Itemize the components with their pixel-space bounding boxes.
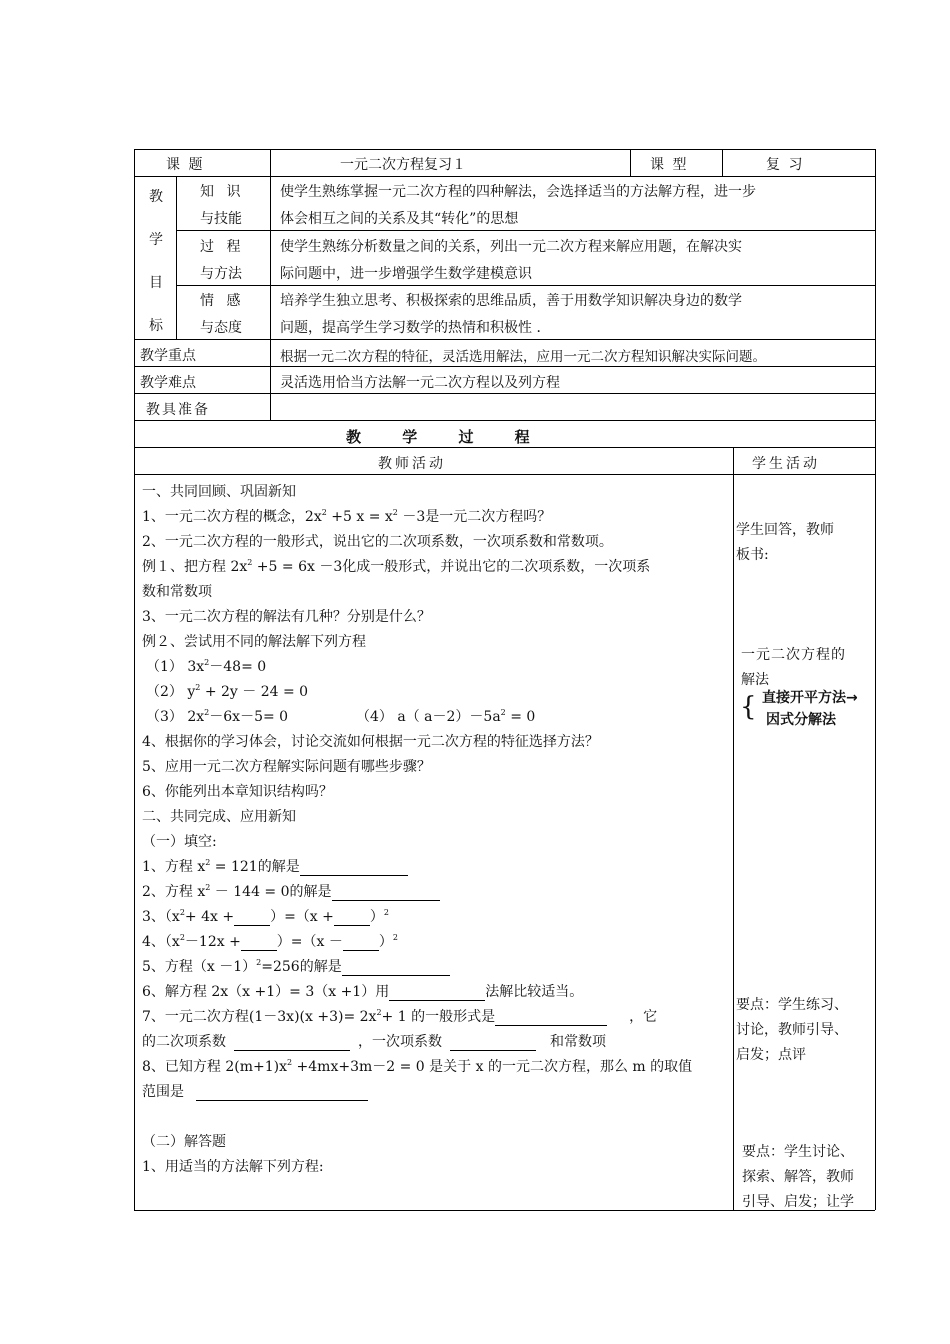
grid-line (134, 420, 875, 421)
grid-line (134, 149, 135, 1210)
example-line: 例１、把方程 $2x^2 +5 = 6x -3$化成一般形式，并说出它的二次项系数，一次项系 (142, 558, 651, 575)
example-line: 数和常数项 (142, 584, 212, 600)
objective-text: 使学生熟练分析数量之间的关系，列出一元二次方程来解应用题，在解决实 (280, 239, 742, 255)
grid-line (270, 149, 271, 420)
section-heading: 二、共同完成、应用新知 (142, 809, 296, 825)
left-brace: { (740, 692, 757, 722)
student-note: 学生回答，教师 (736, 522, 834, 538)
equation-line: （3） $2x^2-6x-5= 0$ (146, 708, 289, 725)
student-note: 讨论，教师引导、 (736, 1022, 848, 1038)
equation-line: （4） a（ $a-2)-5a^2 = 0$ (356, 708, 536, 725)
grid-line (134, 474, 875, 475)
answer-blank[interactable] (495, 1011, 607, 1026)
objectives-side-label: 目 (149, 275, 163, 291)
fill-blank-line: 3、$(x^2+ 4x + )=(x + )^2$ (142, 908, 389, 925)
fill-blank-line: 6、解方程 2x（x +1）= 3（x +1）用 法解比较适当。 (142, 984, 584, 1000)
key-point-label: 教学重点 (140, 348, 196, 364)
grid-line (176, 176, 177, 339)
grid-line (134, 176, 875, 177)
answer-blank[interactable] (332, 886, 440, 901)
objectives-side-label: 标 (149, 318, 163, 334)
fill-blank-line: 4、$(x^2-12x + )=(x - )^2$ (142, 933, 398, 950)
answer-blank[interactable] (234, 911, 270, 926)
section-heading: 一、共同回顾、巩固新知 (142, 484, 296, 500)
subsection-heading: （一）填空: (142, 834, 217, 850)
question-line: 1、用适当的方法解下列方程: (142, 1159, 324, 1175)
fill-blank-line: 的二次项系数 ，一次项系数 和常数项 (142, 1034, 606, 1050)
grid-line (630, 149, 631, 176)
key-point-value: 根据一元二次方程的特征，灵活选用解法，应用一元二次方程知识解决实际问题。 (280, 349, 766, 365)
student-note: 解法 (741, 672, 769, 688)
fill-blank-line: 1、方程 $x^2 = 121$的解是 (142, 856, 408, 876)
answer-blank[interactable] (196, 1086, 368, 1101)
difficulty-value: 灵活选用恰当方法解一元二次方程以及列方程 (280, 375, 560, 391)
student-note: 要点：学生练习、 (736, 997, 848, 1013)
prep-label: 教具准备 (146, 402, 210, 418)
answer-blank[interactable] (389, 986, 485, 1001)
objective-text: 际问题中，进一步增强学生数学建模意识 (280, 266, 532, 282)
subsection-heading: （二）解答题 (142, 1134, 226, 1150)
objective-label: 知 识 (200, 184, 245, 200)
answer-blank[interactable] (342, 961, 450, 976)
answer-blank[interactable] (241, 936, 277, 951)
grid-line (134, 339, 875, 340)
student-note: 要点：学生讨论、 (742, 1144, 854, 1160)
objective-text: 问题，提高学生学习数学的热情和积极性 ． (280, 320, 551, 336)
question-line: 5、应用一元二次方程解实际问题有哪些步骤？ (142, 759, 431, 775)
grid-line (722, 149, 723, 176)
equation-line: （1） $3x^2-48= 0$ (146, 658, 267, 675)
grid-line (176, 285, 875, 286)
student-note: 启发；点评 (736, 1047, 806, 1063)
objectives-side-label: 学 (149, 232, 163, 248)
equation-line: （2） $y^2 + 2y - 24 = 0$ (146, 683, 309, 700)
type-label: 课 型 (650, 157, 689, 173)
fill-blank-line: 范围是 (142, 1081, 368, 1101)
objective-text: 使学生熟练掌握一元二次方程的四种解法，会选择适当的方法解方程，进一步 (280, 184, 756, 200)
grid-line (134, 447, 875, 448)
example-line: 例２、尝试用不同的解法解下列方程 (142, 634, 366, 650)
fill-blank-line: 8、已知方程 $2(m+1)x^2 +4mx+3m-2 = 0$ 是关于 x 的一元二次方程，那么 m 的取值 (142, 1058, 693, 1075)
question-line: 2、一元二次方程的一般形式，说出它的二次项系数，一次项系数和常数项。 (142, 534, 613, 550)
student-column-header: 学生活动 (752, 456, 820, 472)
topic-label: 课 题 (166, 157, 205, 173)
question-line: 4、根据你的学习体会，讨论交流如何根据一元二次方程的特征选择方法？ (142, 734, 599, 750)
fill-blank-line: 7、一元二次方程$(1-3x)(x +3)= 2x^2+ 1$ 的一般形式是 ，它 (142, 1008, 658, 1025)
student-note: 探索、解答，教师 (742, 1169, 854, 1185)
objective-label: 与方法 (200, 266, 242, 282)
answer-blank[interactable] (300, 861, 408, 876)
topic-value: 一元二次方程复习１ (340, 157, 466, 173)
objective-text: 培养学生独立思考、积极探索的思维品质，善于用数学知识解决身边的数学 (280, 293, 742, 309)
grid-line (176, 230, 875, 231)
student-note: 一元二次方程的 (741, 647, 846, 663)
fill-blank-line: 2、方程 $x^2 - 144 = 0$的解是 (142, 881, 440, 901)
process-title: 教 学 过 程 (346, 428, 530, 446)
answer-blank[interactable] (234, 1036, 350, 1051)
objective-label: 与态度 (200, 320, 242, 336)
grid-line (733, 447, 734, 1210)
objective-text: 体会相互之间的关系及其“转化”的思想 (280, 211, 519, 227)
brace-item: 因式分解法 (766, 712, 836, 728)
brace-item: 直接开平方法→ (762, 690, 858, 706)
grid-line (134, 149, 875, 150)
student-note: 板书: (736, 547, 769, 563)
question-line: 1、一元二次方程的概念，$2x^2 +5$ $x = x^2 -3$是一元二次方程吗？ (142, 508, 552, 525)
grid-line (134, 393, 875, 394)
difficulty-label: 教学难点 (140, 375, 196, 391)
answer-blank[interactable] (343, 936, 379, 951)
fill-blank-line: 5、方程$(x -1)^2=256$的解是 (142, 956, 450, 976)
objectives-side-label: 教 (149, 189, 163, 205)
objective-label: 与技能 (200, 211, 242, 227)
question-line: 6、你能列出本章知识结构吗？ (142, 784, 333, 800)
type-value: 复 习 (766, 157, 805, 173)
objective-label: 过 程 (200, 239, 245, 255)
question-line: 3、一元二次方程的解法有几种？分别是什么？ (142, 609, 431, 625)
answer-blank[interactable] (450, 1036, 536, 1051)
grid-line (134, 366, 875, 367)
teacher-column-header: 教师活动 (378, 456, 446, 472)
grid-line (875, 149, 876, 1210)
student-note: 引导、启发；让学 (742, 1194, 854, 1210)
answer-blank[interactable] (334, 911, 370, 926)
objective-label: 情 感 (200, 293, 245, 309)
